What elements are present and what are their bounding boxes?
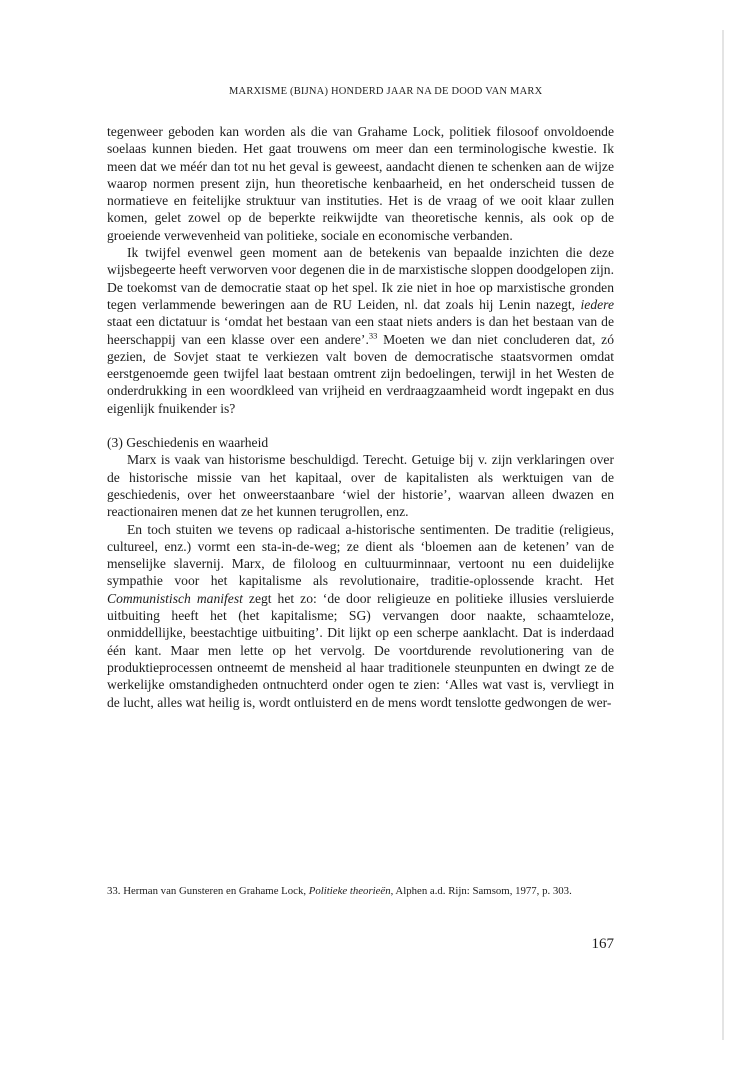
paragraph-4-text-b: zegt het zo: ‘de door religieuze en politieke illusies versluierde uitbuiting heeft het (het kapitalisme; SG) vervangen door naakte, schaamteloze, onmiddellijke, beestachtige uitbuiting’. Dit lijkt op een scherpe aanklacht. Dat is inderdaad één kant. Maar men lette op het vervolg. De voortdurende revolutionering van de produktieprocessen ontneemt de mensheid al haar traditionele steunpunten en dwingt ze de werkelijke omstandigheden ontnuchterd onder ogen te zien: ‘Alles wat vast is, vervliegt in de lucht, alles wat heilig is, wordt ontluisterd en de mens wordt tenslotte gedwongen de wer- bbox=[107, 590, 614, 710]
footnote-reference-33[interactable]: 33 bbox=[368, 330, 378, 341]
paragraph-3: Marx is vaak van historisme beschuldigd. Terecht. Getuige bij v. zijn verklaringen over de historische missie van het kapitaal, over de kapitalisten als werktuigen van de geschiedenis, over het onweerstaanbare ‘wiel der historie’, waarvan alleen dwazen en reactionairen menen dat ze het kunnen terugrollen, enz. bbox=[107, 452, 614, 520]
page-number: 167 bbox=[591, 936, 614, 952]
section-heading: (3) Geschiedenis en waarheid bbox=[107, 435, 269, 451]
paragraph-2 bbox=[107, 244, 614, 417]
paragraph-2-emphasis: iedere bbox=[580, 296, 614, 312]
paragraph-4-text-a: En toch stuiten we tevens op radicaal a-historische sentimenten. De traditie (religieus, cultureel, enz.) vormt een sta-in-de-weg; ze dient als ‘bloemen aan de ketenen’ van de menselijke slavernij. Marx, de filoloog en cultuurminnaar, vertoont nu een duidelijke sympathie voor het kapitalisme als revolutionaire, traditie-oplossende kracht. Het bbox=[107, 521, 614, 589]
paragraph-4 bbox=[107, 521, 614, 711]
footnote-text-b: , Alphen a.d. Rijn: Samsom, 1977, p. 303. bbox=[390, 885, 572, 897]
body-text bbox=[107, 123, 614, 711]
paragraph-4-emphasis: Communistisch manifest bbox=[107, 590, 243, 606]
page-edge-shadow bbox=[722, 30, 724, 1040]
paragraph-2-text-a: Ik twijfel evenwel geen moment aan de betekenis van bepaalde inzichten die deze wijsbegeerte heeft verworven voor degenen die in de marxistische sloppen doodgelopen zijn. De toekomst van de democratie staat op het spel. Ik zie niet in hoe op marxistische gronden tegen verlammende beweringen aan de RU Leiden, nl. dat zoals hij Lenin nazegt, bbox=[107, 245, 614, 312]
footnote-33 bbox=[107, 884, 614, 899]
running-head: MARXISME (BIJNA) HONDERD JAAR NA DE DOOD VAN MARX bbox=[229, 86, 543, 97]
footnote-text-a: 33. Herman van Gunsteren en Grahame Lock, bbox=[107, 885, 309, 897]
footnote-title: Politieke theorieën bbox=[308, 885, 391, 897]
paragraph-1: tegenweer geboden kan worden als die van Grahame Lock, politiek filosoof onvoldoende soelaas kunnen bieden. Het gaat trouwens om meer dan een terminologische kwestie. Ik meen dat we méér dan tot nu het geval is geweest, aandacht dienen te schenken aan de wijze waarop normen present zijn, hun theoretische kenbaarheid, en het onderscheid tussen de normatieve en feitelijke struktuur van instituties. Het is de vraag of we ooit klaar zullen komen, gelet zowel op de beperkte reikwijdte van theoretische kennis, als ook op de groeiende verwevenheid van politieke, sociale en economische verbanden. bbox=[107, 124, 614, 243]
paragraph-2-text-b: staat een dictatuur is ‘omdat het bestaan van een staat niets anders is dan het bestaan van de heerschappij van een klasse over een andere’. bbox=[107, 314, 614, 347]
paragraph-2-text-c: Moeten we dan niet concluderen dat, zó gezien, de Sovjet staat te verkiezen valt boven de democratische staatsvormen omdat eerstgenoemde geen twijfel laat bestaan omtrent zijn bedoelingen, terwijl in het Westen de onderdrukking in een woordkleed van vrijheid en verdraagzaamheid wordt ingepakt en dus eigenlijk fnuikender is? bbox=[107, 331, 614, 416]
